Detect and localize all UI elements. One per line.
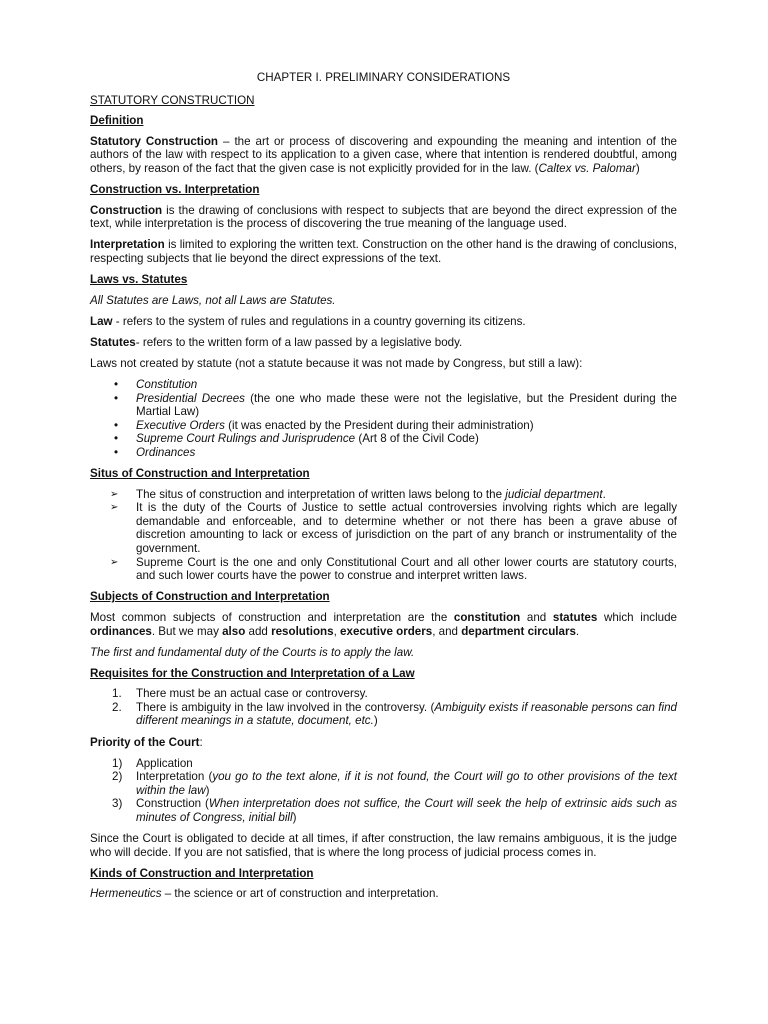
hermeneutics-definition: Hermeneutics – the science or art of construction and interpretation. — [90, 887, 439, 901]
subjects-paragraph: Most common subjects of construction and interpretation are the constitution and statutes which include ordinances. But we may also add resolutions, executive orders, and department circulars. — [90, 610, 677, 638]
requisites-heading: Requisites for the Construction and Interpretation of a Law — [90, 666, 415, 680]
situs-heading: Situs of Construction and Interpretation — [90, 467, 310, 481]
priority-closing: Since the Court is obligated to decide at all times, if after construction, the law remains ambiguous, it is the judge who will decide. If you are not satisfied, that is where the long process of judicial process comes in. — [90, 832, 677, 859]
list-item: • Ordinances — [114, 445, 196, 459]
list-item: ➢ It is the duty of the Courts of Justice to settle actual controversies involving rights which are legally demandable and enforceable, and to determine whether or not there has been a grave abuse of discretion amounting to lack or excess of jurisdiction on the part of any branch or instrumentality of the government. — [110, 501, 677, 556]
statutes-definition: Statutes- refers to the written form of a law passed by a legislative body. — [90, 335, 463, 349]
list-item: • Executive Orders (it was enacted by the President during their administration) — [114, 418, 534, 432]
bullet-icon: • — [114, 445, 119, 459]
arrow-bullet-icon: ➢ — [110, 556, 119, 568]
list-item: • Constitution — [114, 378, 198, 391]
priority-heading: Priority of the Court: — [90, 735, 203, 749]
list-number: 1. — [112, 687, 122, 701]
requisites-list — [90, 687, 677, 728]
arrow-bullet-icon: ➢ — [110, 502, 119, 514]
construction-vs-interpretation-heading: Construction vs. Interpretation — [90, 183, 260, 197]
situs-list — [90, 488, 677, 583]
list-item: • Supreme Court Rulings and Jurisprudence (Art 8 of the Civil Code) — [114, 432, 479, 446]
bullet-icon: • — [114, 432, 119, 446]
subjects-heading: Subjects of Construction and Interpretation — [90, 590, 330, 604]
section-heading: STATUTORY CONSTRUCTION — [90, 93, 255, 107]
laws-tagline: All Statutes are Laws, not all Laws are Statutes. — [90, 293, 336, 307]
list-item: • Presidential Decrees (the one who made these were not the legislative, but the President during the Martial Law) — [114, 391, 677, 419]
definition-paragraph: Statutory Construction – the art or process of discovering and expounding the meaning and intention of the authors of the law with respect to its application to a given case, where that intention is rendered doubtful, among others, by reason of the fact that the given case is not explicitly provided for in the law. (Caltex vs. Palomar) — [90, 134, 677, 175]
arrow-bullet-icon: ➢ — [110, 488, 119, 500]
bullet-icon: • — [114, 391, 119, 405]
chapter-title: CHAPTER I. PRELIMINARY CONSIDERATIONS — [256, 71, 511, 84]
laws-not-statute-list — [90, 378, 677, 460]
laws-vs-statutes-heading: Laws vs. Statutes — [90, 273, 188, 287]
definition-heading: Definition — [90, 114, 144, 128]
priority-list — [90, 757, 677, 825]
list-item: 1. There must be an actual case or controversy. — [112, 687, 368, 701]
list-item: 1) Application — [112, 756, 193, 770]
document-body — [90, 71, 677, 909]
list-number: 3) — [112, 797, 123, 811]
list-item: 2) Interpretation (you go to the text alone, if it is not found, the Court will go to other provisions of the text within the law) — [112, 770, 677, 797]
list-item: 2. There is ambiguity in the law involved in the controversy. (Ambiguity exists if reasonable persons can find different meanings in a statute, document, etc.) — [112, 700, 677, 728]
construction-paragraph: Construction is the drawing of conclusions with respect to subjects that are beyond the direct expression of the text, while interpretation is the process of discovering the true meaning of the language used. — [90, 203, 677, 231]
laws-not-statute-intro: Laws not created by statute (not a statute because it was not made by Congress, but still a law): — [90, 356, 583, 370]
kinds-heading: Kinds of Construction and Interpretation — [90, 866, 314, 880]
list-number: 2. — [112, 700, 122, 714]
bullet-icon: • — [114, 378, 119, 391]
list-item: 3) Construction (When interpretation does not suffice, the Court will seek the help of extrinsic aids such as minutes of Congress, initial bill) — [112, 797, 677, 825]
list-item: ➢ The situs of construction and interpretation of written laws belong to the judicial department. — [110, 487, 606, 501]
list-number: 1) — [112, 756, 123, 770]
interpretation-paragraph: Interpretation is limited to exploring the written text. Construction on the other hand is the drawing of conclusions, respecting subjects that lie beyond the direct expressions of the text. — [90, 238, 677, 265]
list-number: 2) — [112, 770, 123, 784]
law-definition: Law - refers to the system of rules and regulations in a country governing its citizens. — [90, 314, 526, 328]
list-item: ➢ Supreme Court is the one and only Constitutional Court and all other lower courts are statutory courts, and such lower courts have the power to construe and interpret written laws. — [110, 555, 677, 583]
bullet-icon: • — [114, 418, 119, 432]
courts-duty: The first and fundamental duty of the Courts is to apply the law. — [90, 645, 415, 659]
